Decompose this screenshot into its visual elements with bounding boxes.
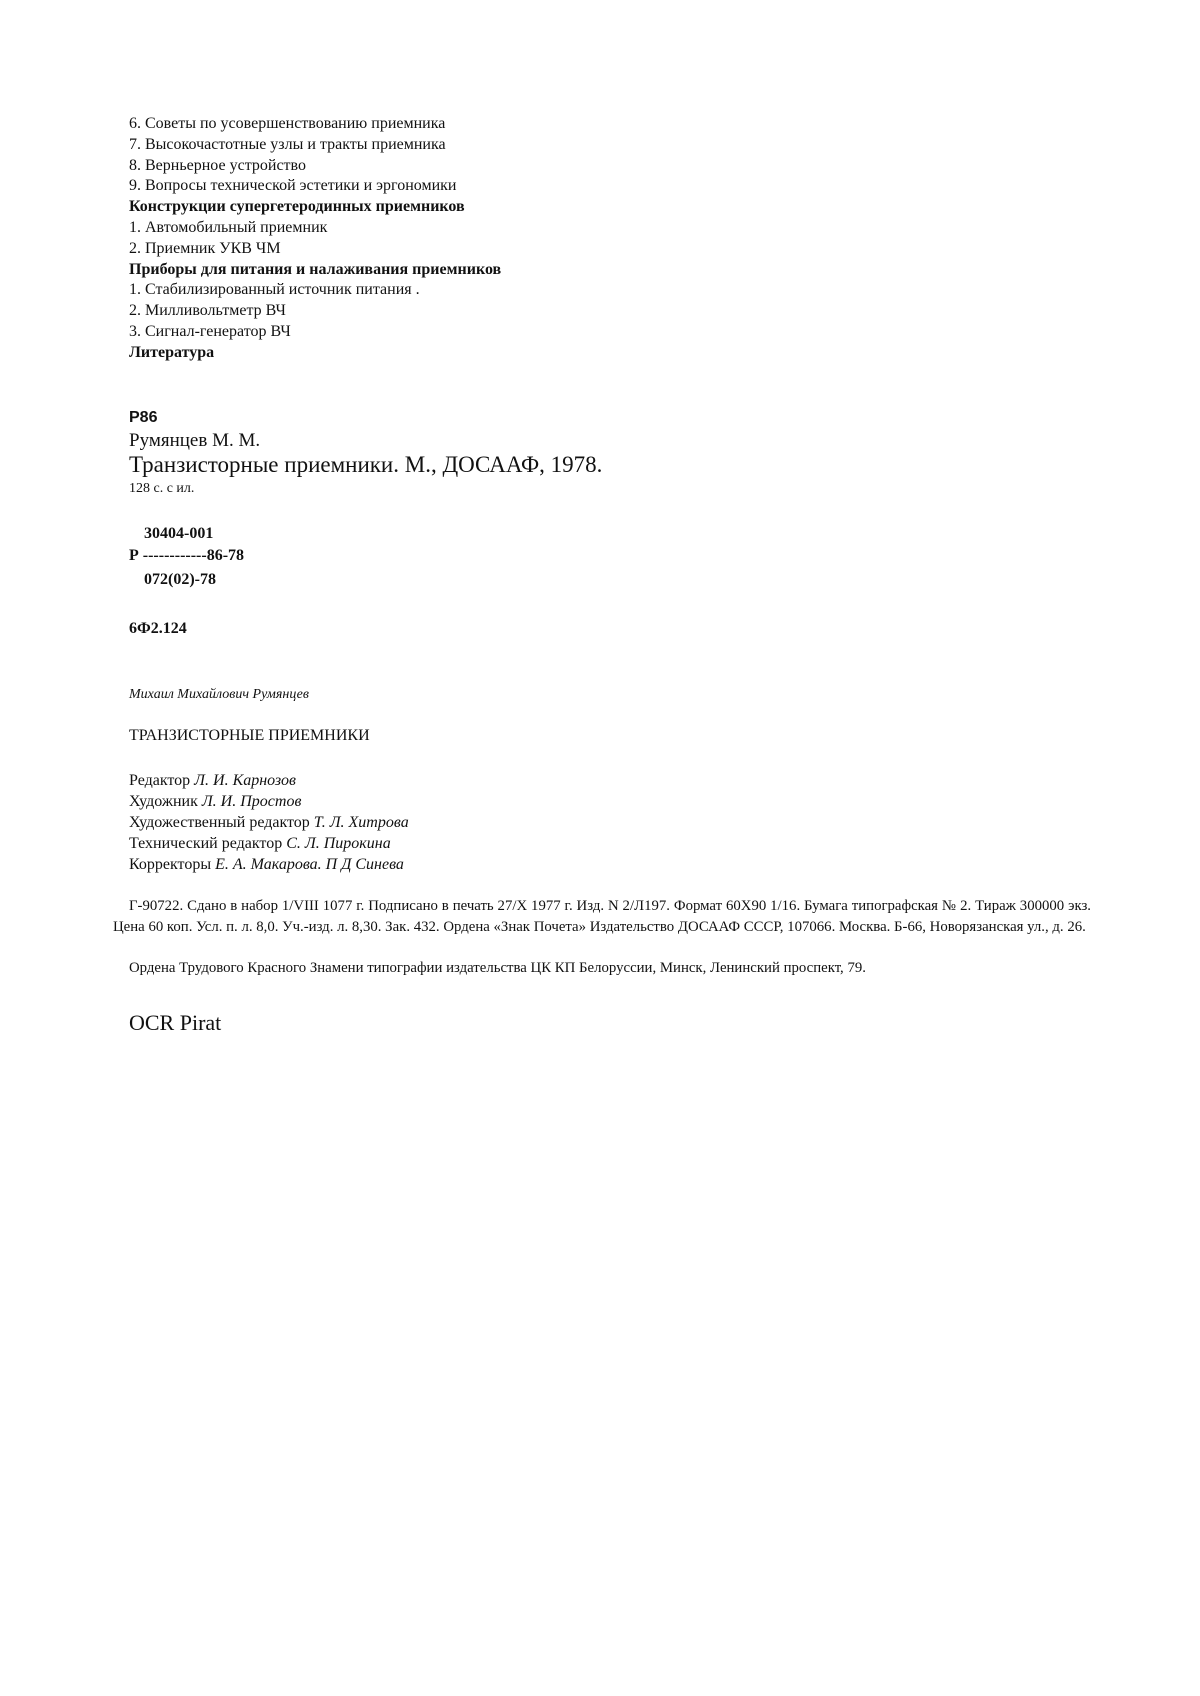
- catalog-pages: 128 с. с ил.: [129, 481, 195, 496]
- credits-list: [129, 770, 409, 875]
- toc-item: 2. Приемник УКВ ЧМ: [129, 239, 281, 257]
- toc-item: 8. Верньерное устройство: [129, 156, 306, 174]
- toc-section-heading: Приборы для питания и налаживания приемников: [129, 260, 502, 278]
- credit-name: Л. И. Простов: [201, 793, 302, 810]
- author-fullname: Михаил Михайлович Румянцев: [129, 687, 309, 702]
- toc-item: 2. Милливольтметр ВЧ: [129, 302, 286, 320]
- toc-item: 6. Советы по усовершенствованию приемника: [129, 115, 446, 132]
- book-title: ТРАНЗИСТОРНЫЕ ПРИЕМНИКИ: [129, 727, 370, 744]
- imprint-text: Г-90722. Сдано в набор 1/VIII 1077 г. Подписано в печать 27/X 1977 г. Изд. N 2/Л197. Формат 60Х90 1/16. Бумага типографская № 2. Тираж 300000 экз. Цена 60 коп. Усл. п. л. 8,0. Уч.-изд. л. 8,30. Зак. 432. Ордена «Знак Почета» Издательство ДОСААФ СССР, 107066. Москва. Б-66, Новорязанская ул., д. 26.: [113, 898, 1091, 935]
- toc-section-heading: Конструкции супергетеродинных приемников: [129, 198, 465, 216]
- credit-line: [129, 770, 409, 791]
- credit-name: Л. И. Карнозов: [194, 772, 296, 789]
- bibliographic-code-line: 072(02)-78: [144, 571, 216, 588]
- catalog-author: Румянцев М. М.: [129, 430, 261, 451]
- credit-name: С. Л. Пирокина: [286, 835, 391, 852]
- credit-role: Художник: [129, 793, 198, 810]
- credit-name: Т. Л. Хитрова: [313, 814, 409, 831]
- table-of-contents: [129, 114, 929, 364]
- bibliographic-code-line: 30404-001: [144, 525, 214, 542]
- printer-info: Ордена Трудового Красного Знамени типографии издательства ЦК КП Белоруссии, Минск, Ленинский проспект, 79.: [129, 960, 866, 976]
- credit-role: Редактор: [129, 772, 191, 789]
- toc-item: 9. Вопросы технической эстетики и эргономики: [129, 177, 457, 195]
- toc-item: 1. Стабилизированный источник питания .: [129, 281, 420, 299]
- catalog-title: Транзисторные приемники. М., ДОСААФ, 1978.: [129, 452, 603, 477]
- credit-role: Технический редактор: [129, 835, 283, 852]
- credit-role: Корректоры: [129, 856, 212, 873]
- credit-line: [129, 833, 409, 854]
- credit-line: [129, 791, 409, 812]
- udc-code: 6Ф2.124: [129, 620, 187, 637]
- credit-name: Е. А. Макарова. П Д Синева: [215, 856, 404, 873]
- credit-line: [129, 854, 409, 875]
- imprint-block: [113, 896, 1091, 938]
- credit-role: Художественный редактор: [129, 814, 310, 831]
- bibliographic-code-line: Р ------------86-78: [129, 547, 245, 564]
- catalog-code: Р86: [129, 409, 158, 426]
- toc-section-heading: Литература: [129, 343, 215, 361]
- toc-item: 3. Сигнал-генератор ВЧ: [129, 322, 291, 340]
- ocr-credit: OCR Pirat: [129, 1010, 222, 1035]
- credit-line: [129, 812, 409, 833]
- toc-item: 7. Высокочастотные узлы и тракты приемника: [129, 135, 446, 153]
- toc-item: 1. Автомобильный приемник: [129, 218, 328, 236]
